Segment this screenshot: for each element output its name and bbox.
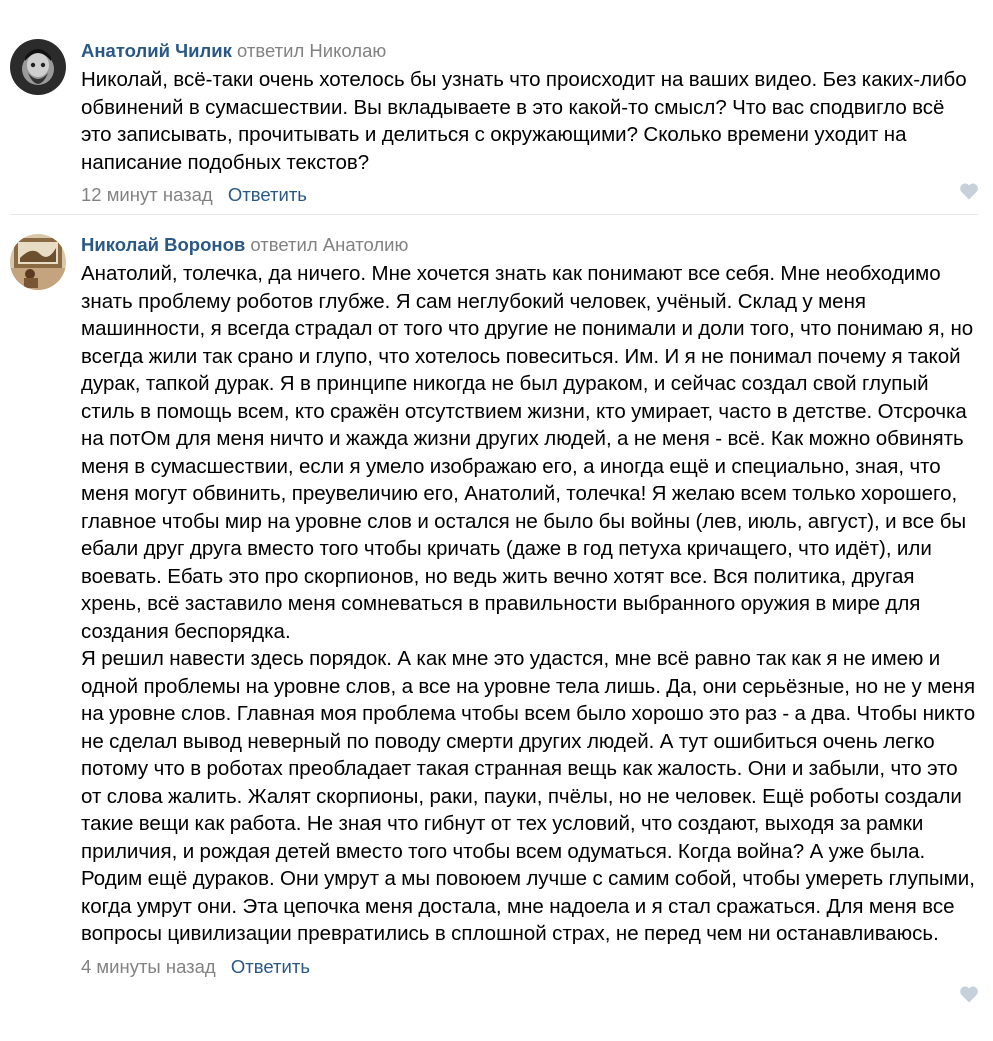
reply-button[interactable]: Ответить [230,955,310,977]
comment-paragraph: Анатолий, толечка, да ничего. Мне хочется знать как понимают все себя. Мне необходимо знать проблему роботов глубже. Я сам неглубокий человек, учёный. Склад у меня машинности, я всегда страдал от того что другие не понимали и доли того, что понимаю я, но всегда жили так срано и глупо, что хотелось повеситься. Им. И я не понимал почему я такой дурак, тапкой дурак. Я в принципе никогда не был дураком, и сейчас создал свой глупый стиль в помощь всем, кто сражён отсутствием жизни, кто умирает, часто в детстве. Отсрочка на потОм для меня ничто и жажда жизни других людей, а не меня - всё. Как можно обвинять меня в сумасшествии, если я умело изображаю его, а иногда ещё и специально, зная, что меня могут обвинить, преувеличию его, Анатолий, толечка! Я желаю всем только хорошего, главное чтобы мир на уровне слов и остался не было бы войны (лев, июль, август), и все бы ебали друг друга вместо того чтобы кричать (даже в год петуха кричащего, что идёт), или воевать. Ебать это про скорпионов, но ведь жить вечно хотят все. Вся политика, другая хрень, всё заставило меня сомневаться в правильности выбранного оружия в мире для создания беспорядка. [81,262,974,643]
replied-to[interactable]: ответил Анатолию [250,234,409,255]
comment-paragraph: Я решил навести здесь порядок. А как мне это удастся, мне всё равно так как я не имею и одной проблемы на уровне слов, а все на уровне тела лишь. Да, они серьёзные, но не у меня на уровне слов. Главная моя проблема чтобы всем было хорошо это раз - а два. Чтобы никто не сделал вывод неверный по поводу смерти других людей. А тут ошибиться очень легко потому что в роботах преобладает такая странная вещь как жалость. Они и забыли, что это от слова жалить. Жалят скорпионы, раки, пауки, пчёлы, но не человек. Ещё роботы создали такие вещи как работа. Не зная что гибнут от тех условий, что создают, выходя за рамки приличия, и рождая детей вместо того чтобы всем одуматься. Когда война? А уже была. Родим ещё дураков. Они умрут а мы повоюем лучше с самим собой, чтобы умереть глупыми, когда умрут они. Эта цепочка меня достала, мне надоела и я стал сражаться. Для меня все вопросы цивилизации превратились в сплошной страх, не перед чем ни останавливаюсь. [81,647,976,945]
like-heart-icon[interactable] [959,985,979,1003]
comment-text [81,260,976,948]
comment-paragraph: Николай, всё-таки очень хотелось бы узнать что происходит на ваших видео. Без каких-либо обвинений в сумасшествии. Вы вкладываете в это какой-то смысл? Что вас сподвигло всё это записывать, прочитывать и делиться с окружающими? Сколько времени уходит на написание подобных текстов? [81,68,967,174]
reply-button[interactable]: Ответить [227,184,307,205]
timestamp[interactable]: 12 минут назад [81,184,213,205]
comment-item [0,215,993,1041]
comment-header [81,40,976,62]
comment-footer [81,184,976,206]
replied-to[interactable]: ответил Николаю [237,40,387,61]
comment-text [81,66,976,176]
avatar[interactable] [10,234,66,290]
avatar[interactable] [10,39,66,95]
like-heart-icon[interactable] [959,182,979,200]
author-name[interactable]: Николай Воронов [81,234,246,255]
comment-header [81,234,976,256]
timestamp[interactable]: 4 минуты назад [81,955,216,977]
comment-footer [81,956,976,978]
comment-item [0,0,993,214]
author-name[interactable]: Анатолий Чилик [81,40,232,61]
